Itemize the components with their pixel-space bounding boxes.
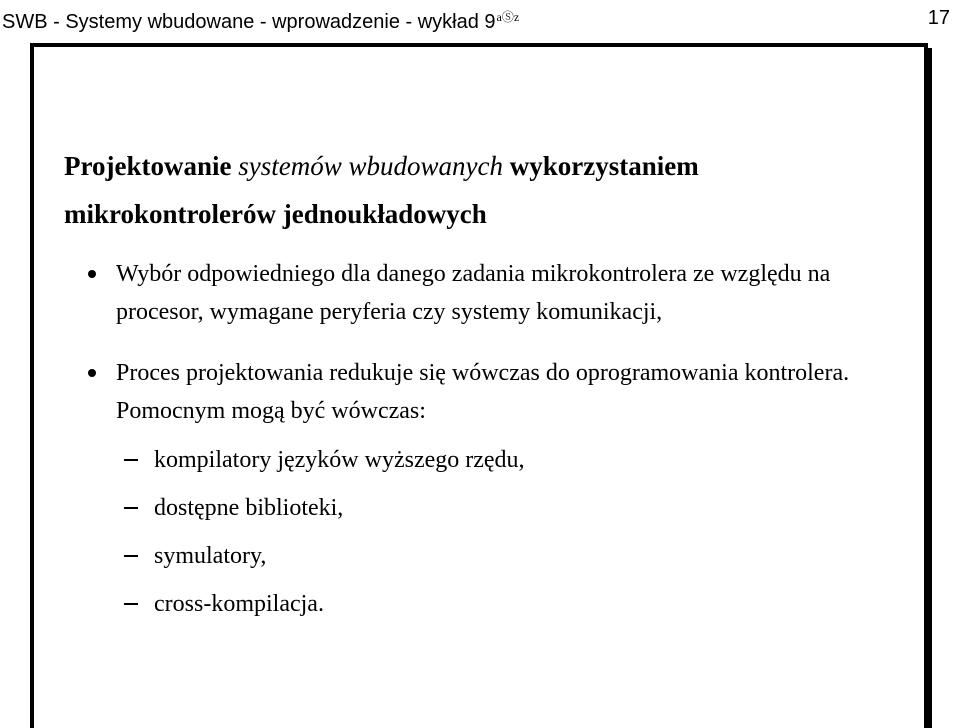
bullet-dot-icon xyxy=(88,270,96,278)
slide-title xyxy=(64,142,914,238)
slide-title-part2: wykorzystaniem mikrokontrolerów jednoukładowych xyxy=(64,151,699,229)
dash-bullet-icon xyxy=(124,603,138,605)
sub-item-text: kompilatory języków wyższego rzędu, xyxy=(154,447,525,473)
slide-title-italic: systemów wbudowanych xyxy=(238,151,503,181)
header-title-text: SWB - Systemy wbudowane - wprowadzenie - wykład 9 xyxy=(2,11,496,33)
bullet-dot-icon xyxy=(88,369,96,377)
header-title xyxy=(2,4,519,35)
header-superscript: aⓈz xyxy=(496,10,520,24)
dash-bullet-icon xyxy=(124,507,138,509)
sub-item-text: cross-kompilacja. xyxy=(154,591,324,617)
bullet-text: Proces projektowania redukuje się wówczas do oprogramowania kontrolera. Pomocnym mogą być wówczas: xyxy=(116,360,850,424)
sub-item-text: dostępne biblioteki, xyxy=(154,495,344,521)
slide-title-part1: Projektowanie xyxy=(64,151,239,181)
dash-bullet-icon xyxy=(124,459,138,461)
slide-frame-shadow xyxy=(928,48,932,728)
dash-bullet-icon xyxy=(124,555,138,557)
sub-item-text: symulatory, xyxy=(154,543,267,569)
page-number: 17 xyxy=(927,7,950,29)
bullet-text: Wybór odpowiedniego dla danego zadania mikrokontrolera ze względu na procesor, wymagane peryferia czy systemy komunikacji, xyxy=(116,261,831,325)
